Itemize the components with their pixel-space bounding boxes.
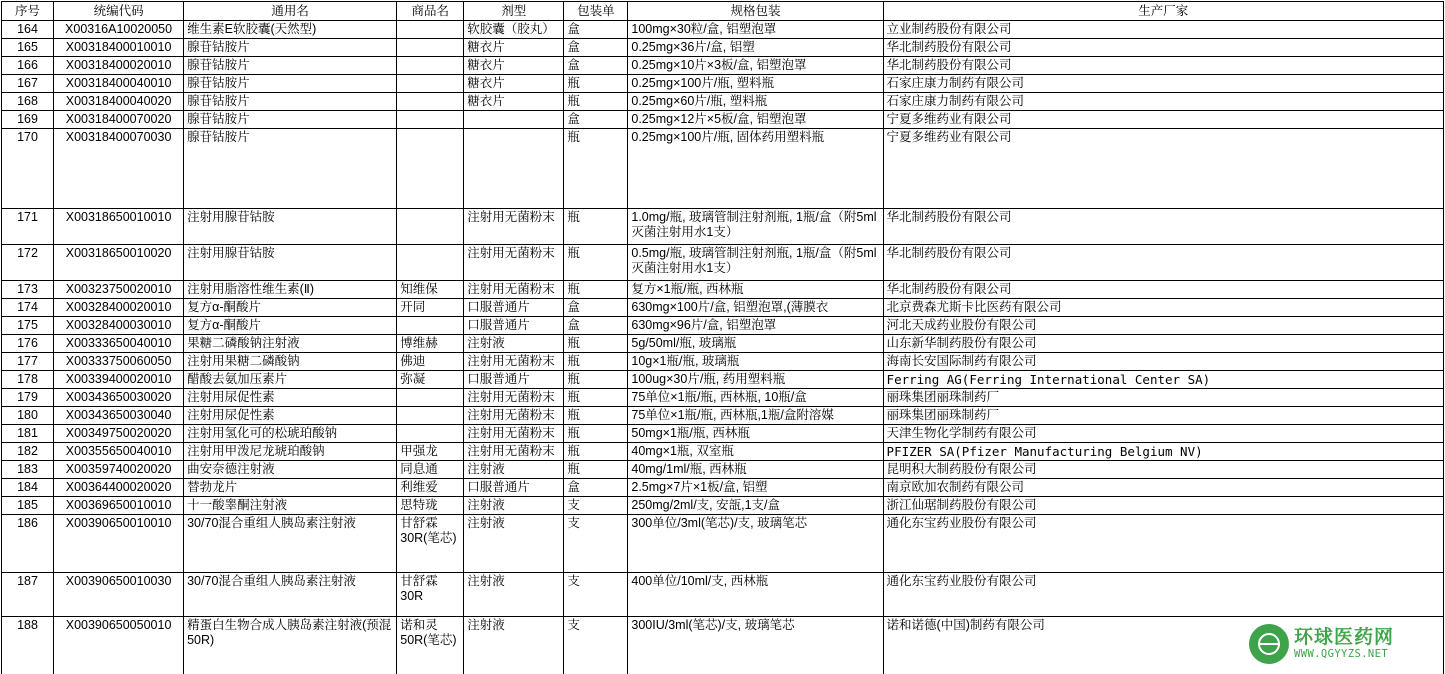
cell-dosage-form: 注射用无菌粉末 — [464, 353, 564, 371]
cell-generic-name: 注射用果糖二磷酸钠 — [184, 353, 397, 371]
cell-manufacturer: 宁夏多维药业有限公司 — [883, 129, 1443, 209]
watermark-title: 环球医药网 — [1294, 627, 1395, 648]
cell-package-unit: 瓶 — [564, 93, 628, 111]
table-row — [2, 617, 1444, 674]
cell-brand-name — [397, 39, 464, 57]
cell-dosage-form: 注射液 — [464, 617, 564, 674]
cell-manufacturer: 石家庄康力制药有限公司 — [883, 75, 1443, 93]
table-row — [2, 335, 1444, 353]
cell-index: 179 — [2, 389, 54, 407]
column-header-brand-name: 商品名 — [397, 2, 464, 21]
cell-package-unit: 瓶 — [564, 371, 628, 389]
cell-brand-name: 同息通 — [397, 461, 464, 479]
cell-generic-name: 醋酸去氨加压素片 — [184, 371, 397, 389]
cell-generic-name: 30/70混合重组人胰岛素注射液 — [184, 515, 397, 573]
cell-dosage-form: 口服普通片 — [464, 479, 564, 497]
cell-dosage-form: 注射液 — [464, 461, 564, 479]
cell-package-unit: 瓶 — [564, 443, 628, 461]
cell-index: 173 — [2, 281, 54, 299]
cell-code: X00390650010010 — [54, 515, 184, 573]
cell-generic-name: 注射用甲泼尼龙琥珀酸钠 — [184, 443, 397, 461]
cell-package-unit: 支 — [564, 573, 628, 617]
cell-manufacturer: 海南长安国际制药有限公司 — [883, 353, 1443, 371]
cell-index: 180 — [2, 407, 54, 425]
table-row — [2, 407, 1444, 425]
cell-generic-name: 果糖二磷酸钠注射液 — [184, 335, 397, 353]
cell-code: X00359740020020 — [54, 461, 184, 479]
cell-manufacturer: 河北天成药业股份有限公司 — [883, 317, 1443, 335]
cell-specification: 300单位/3ml(笔芯)/支, 玻璃笔芯 — [628, 515, 883, 573]
cell-code: X00318400020010 — [54, 57, 184, 75]
table-row — [2, 39, 1444, 57]
cell-package-unit: 盒 — [564, 299, 628, 317]
cell-specification: 0.25mg×100片/瓶, 固体药用塑料瓶 — [628, 129, 883, 209]
cell-code: X00339400020010 — [54, 371, 184, 389]
cell-generic-name: 复方α-酮酸片 — [184, 299, 397, 317]
cell-dosage-form: 糖衣片 — [464, 39, 564, 57]
column-header-package-unit: 包装单 — [564, 2, 628, 21]
cell-dosage-form: 糖衣片 — [464, 75, 564, 93]
table-row — [2, 371, 1444, 389]
cell-package-unit: 盒 — [564, 39, 628, 57]
cell-code: X00364400020020 — [54, 479, 184, 497]
cell-code: X00318400070030 — [54, 129, 184, 209]
table-row — [2, 299, 1444, 317]
table-body — [2, 21, 1444, 674]
cell-specification: 400单位/10ml/支, 西林瓶 — [628, 573, 883, 617]
cell-specification: 630mg×96片/盒, 铝塑泡罩 — [628, 317, 883, 335]
cell-specification: 300IU/3ml(笔芯)/支, 玻璃笔芯 — [628, 617, 883, 674]
cell-specification: 75单位×1瓶/瓶, 西林瓶,1瓶/盒附溶媒 — [628, 407, 883, 425]
cell-brand-name — [397, 425, 464, 443]
cell-package-unit: 瓶 — [564, 129, 628, 209]
cell-generic-name: 腺苷钴胺片 — [184, 39, 397, 57]
cell-dosage-form: 糖衣片 — [464, 93, 564, 111]
cell-manufacturer: 通化东宝药业股份有限公司 — [883, 573, 1443, 617]
cell-brand-name — [397, 129, 464, 209]
cell-brand-name: 甘舒霖30R(笔芯) — [397, 515, 464, 573]
cell-index: 172 — [2, 245, 54, 281]
cell-code: X00390650010030 — [54, 573, 184, 617]
cell-code: X00318400040020 — [54, 93, 184, 111]
cell-package-unit: 盒 — [564, 479, 628, 497]
cell-dosage-form: 注射用无菌粉末 — [464, 209, 564, 245]
cell-generic-name: 腺苷钴胺片 — [184, 111, 397, 129]
cell-code: X00333650040010 — [54, 335, 184, 353]
cell-index: 178 — [2, 371, 54, 389]
cell-package-unit: 瓶 — [564, 353, 628, 371]
column-header-index: 序号 — [2, 2, 54, 21]
cell-index: 183 — [2, 461, 54, 479]
cell-manufacturer: 山东新华制药股份有限公司 — [883, 335, 1443, 353]
cell-manufacturer: 石家庄康力制药有限公司 — [883, 93, 1443, 111]
cell-generic-name: 30/70混合重组人胰岛素注射液 — [184, 573, 397, 617]
cell-generic-name: 十一酸睾酮注射液 — [184, 497, 397, 515]
cell-code: X00328400020010 — [54, 299, 184, 317]
cell-package-unit: 瓶 — [564, 425, 628, 443]
cell-index: 177 — [2, 353, 54, 371]
cell-specification: 0.25mg×60片/瓶, 塑料瓶 — [628, 93, 883, 111]
column-header-generic-name: 通用名 — [184, 2, 397, 21]
cell-brand-name — [397, 57, 464, 75]
cell-index: 169 — [2, 111, 54, 129]
column-header-dosage-form: 剂型 — [464, 2, 564, 21]
cell-specification: 40mg/1ml/瓶, 西林瓶 — [628, 461, 883, 479]
cell-brand-name — [397, 317, 464, 335]
cell-manufacturer: 北京费森尤斯卡比医药有限公司 — [883, 299, 1443, 317]
table-row — [2, 461, 1444, 479]
cell-index: 175 — [2, 317, 54, 335]
cell-package-unit: 瓶 — [564, 281, 628, 299]
cell-brand-name: 利维爱 — [397, 479, 464, 497]
cell-specification: 10g×1瓶/瓶, 玻璃瓶 — [628, 353, 883, 371]
cell-index: 168 — [2, 93, 54, 111]
cell-package-unit: 盒 — [564, 57, 628, 75]
table-row — [2, 425, 1444, 443]
cell-specification: 250mg/2ml/支, 安瓿,1支/盒 — [628, 497, 883, 515]
cell-index: 186 — [2, 515, 54, 573]
cell-code: X00318650010020 — [54, 245, 184, 281]
cell-specification: 1.0mg/瓶, 玻璃管制注射剂瓶, 1瓶/盒（附5ml灭菌注射用水1支） — [628, 209, 883, 245]
cell-dosage-form: 注射液 — [464, 515, 564, 573]
cell-manufacturer: 宁夏多维药业有限公司 — [883, 111, 1443, 129]
table-row — [2, 497, 1444, 515]
cell-manufacturer: 浙江仙琚制药股份有限公司 — [883, 497, 1443, 515]
watermark-url: WWW.QGYYZS.NET — [1294, 648, 1389, 660]
cell-manufacturer: 丽珠集团丽珠制药厂 — [883, 389, 1443, 407]
cell-brand-name: 博维赫 — [397, 335, 464, 353]
drug-catalog-table — [1, 1, 1444, 674]
cell-index: 184 — [2, 479, 54, 497]
table-row — [2, 209, 1444, 245]
cell-code: X00323750020010 — [54, 281, 184, 299]
table-row — [2, 281, 1444, 299]
cell-brand-name: 弥凝 — [397, 371, 464, 389]
cell-package-unit: 盒 — [564, 111, 628, 129]
cell-manufacturer: 华北制药股份有限公司 — [883, 209, 1443, 245]
column-header-code: 统编代码 — [54, 2, 184, 21]
cell-dosage-form — [464, 129, 564, 209]
cell-generic-name: 腺苷钴胺片 — [184, 93, 397, 111]
cell-dosage-form — [464, 111, 564, 129]
cell-manufacturer: 华北制药股份有限公司 — [883, 39, 1443, 57]
cell-specification: 5g/50ml/瓶, 玻璃瓶 — [628, 335, 883, 353]
cell-generic-name: 腺苷钴胺片 — [184, 75, 397, 93]
cell-brand-name: 思特珑 — [397, 497, 464, 515]
cell-index: 187 — [2, 573, 54, 617]
cell-brand-name: 甲强龙 — [397, 443, 464, 461]
cell-dosage-form: 口服普通片 — [464, 299, 564, 317]
cell-generic-name: 注射用腺苷钴胺 — [184, 209, 397, 245]
cell-dosage-form: 注射用无菌粉末 — [464, 425, 564, 443]
cell-index: 167 — [2, 75, 54, 93]
cell-brand-name — [397, 75, 464, 93]
cell-dosage-form: 注射液 — [464, 335, 564, 353]
cell-generic-name: 注射用尿促性素 — [184, 407, 397, 425]
cell-index: 185 — [2, 497, 54, 515]
cell-package-unit: 盒 — [564, 21, 628, 39]
table-row — [2, 317, 1444, 335]
cell-generic-name: 注射用氢化可的松琥珀酸钠 — [184, 425, 397, 443]
cell-manufacturer: 南京欧加农制药有限公司 — [883, 479, 1443, 497]
cell-dosage-form: 口服普通片 — [464, 371, 564, 389]
table-row — [2, 389, 1444, 407]
cell-brand-name — [397, 245, 464, 281]
cell-dosage-form: 注射用无菌粉末 — [464, 407, 564, 425]
cell-brand-name — [397, 21, 464, 39]
cell-generic-name: 复方α-酮酸片 — [184, 317, 397, 335]
cell-specification: 0.25mg×10片×3板/盒, 铝塑泡罩 — [628, 57, 883, 75]
cell-dosage-form: 注射用无菌粉末 — [464, 245, 564, 281]
cell-index: 171 — [2, 209, 54, 245]
cell-dosage-form: 注射液 — [464, 497, 564, 515]
cell-manufacturer: 华北制药股份有限公司 — [883, 281, 1443, 299]
table-row — [2, 245, 1444, 281]
cell-package-unit: 瓶 — [564, 245, 628, 281]
cell-dosage-form: 口服普通片 — [464, 317, 564, 335]
cell-package-unit: 盒 — [564, 317, 628, 335]
cell-index: 170 — [2, 129, 54, 209]
cell-code: X00390650050010 — [54, 617, 184, 674]
cell-generic-name: 曲安奈德注射液 — [184, 461, 397, 479]
cell-manufacturer: 诺和诺德(中国)制药有限公司 — [883, 617, 1443, 674]
cell-brand-name — [397, 111, 464, 129]
cell-brand-name: 诺和灵50R(笔芯) — [397, 617, 464, 674]
cell-generic-name: 替勃龙片 — [184, 479, 397, 497]
cell-manufacturer: 丽珠集团丽珠制药厂 — [883, 407, 1443, 425]
cell-specification: 复方×1瓶/瓶, 西林瓶 — [628, 281, 883, 299]
cell-specification: 100ug×30片/瓶, 药用塑料瓶 — [628, 371, 883, 389]
cell-index: 188 — [2, 617, 54, 674]
cell-brand-name — [397, 389, 464, 407]
cell-manufacturer: 天津生物化学制药有限公司 — [883, 425, 1443, 443]
cell-specification: 0.25mg×36片/盒, 铝塑 — [628, 39, 883, 57]
cell-code: X00318650010010 — [54, 209, 184, 245]
cell-dosage-form: 注射用无菌粉末 — [464, 389, 564, 407]
cell-generic-name: 腺苷钴胺片 — [184, 129, 397, 209]
cell-index: 176 — [2, 335, 54, 353]
table-row — [2, 75, 1444, 93]
cell-manufacturer: PFIZER SA(Pfizer Manufacturing Belgium NV) — [883, 443, 1443, 461]
cell-package-unit: 瓶 — [564, 461, 628, 479]
cell-manufacturer: 华北制药股份有限公司 — [883, 57, 1443, 75]
cell-specification: 40mg×1瓶, 双室瓶 — [628, 443, 883, 461]
cell-generic-name: 精蛋白生物合成人胰岛素注射液(预混50R) — [184, 617, 397, 674]
cell-package-unit: 瓶 — [564, 407, 628, 425]
cell-brand-name: 开同 — [397, 299, 464, 317]
cell-generic-name: 注射用尿促性素 — [184, 389, 397, 407]
table-row — [2, 573, 1444, 617]
cell-code: X00349750020020 — [54, 425, 184, 443]
cell-package-unit: 支 — [564, 515, 628, 573]
cell-index: 165 — [2, 39, 54, 57]
column-header-manufacturer: 生产厂家 — [883, 2, 1443, 21]
cell-index: 182 — [2, 443, 54, 461]
cell-brand-name — [397, 93, 464, 111]
cell-code: X00355650040010 — [54, 443, 184, 461]
cell-specification: 75单位×1瓶/瓶, 西林瓶, 10瓶/盒 — [628, 389, 883, 407]
cell-dosage-form: 软胶囊（胶丸） — [464, 21, 564, 39]
table-row — [2, 479, 1444, 497]
cell-package-unit: 瓶 — [564, 335, 628, 353]
cell-dosage-form: 注射用无菌粉末 — [464, 443, 564, 461]
cell-code: X00318400040010 — [54, 75, 184, 93]
cell-package-unit: 瓶 — [564, 389, 628, 407]
cell-code: X00343650030020 — [54, 389, 184, 407]
table-row — [2, 93, 1444, 111]
cell-code: X00318400010010 — [54, 39, 184, 57]
table-row — [2, 353, 1444, 371]
cell-brand-name: 知维保 — [397, 281, 464, 299]
cell-generic-name: 注射用脂溶性维生素(Ⅱ) — [184, 281, 397, 299]
cell-specification: 0.5mg/瓶, 玻璃管制注射剂瓶, 1瓶/盒（附5ml灭菌注射用水1支） — [628, 245, 883, 281]
cell-manufacturer: 华北制药股份有限公司 — [883, 245, 1443, 281]
cell-brand-name: 甘舒霖30R — [397, 573, 464, 617]
table-row — [2, 21, 1444, 39]
table-row — [2, 111, 1444, 129]
cell-code: X00333750060050 — [54, 353, 184, 371]
cell-specification: 0.25mg×12片×5板/盒, 铝塑泡罩 — [628, 111, 883, 129]
cell-code: X00369650010010 — [54, 497, 184, 515]
cell-brand-name: 佛迪 — [397, 353, 464, 371]
cell-package-unit: 支 — [564, 497, 628, 515]
table-header-row — [2, 2, 1444, 21]
cell-code: X00328400030010 — [54, 317, 184, 335]
cell-code: X00343650030040 — [54, 407, 184, 425]
cell-manufacturer: 通化东宝药业股份有限公司 — [883, 515, 1443, 573]
cell-index: 166 — [2, 57, 54, 75]
cell-package-unit: 瓶 — [564, 209, 628, 245]
cell-package-unit: 瓶 — [564, 75, 628, 93]
cell-index: 174 — [2, 299, 54, 317]
column-header-specification: 规格包装 — [628, 2, 883, 21]
cell-dosage-form: 糖衣片 — [464, 57, 564, 75]
table-row — [2, 57, 1444, 75]
cell-index: 181 — [2, 425, 54, 443]
table-row — [2, 515, 1444, 573]
cell-specification: 630mg×100片/盒, 铝塑泡罩,(薄膜衣 — [628, 299, 883, 317]
cell-index: 164 — [2, 21, 54, 39]
cell-specification: 50mg×1瓶/瓶, 西林瓶 — [628, 425, 883, 443]
cell-generic-name: 腺苷钴胺片 — [184, 57, 397, 75]
cell-generic-name: 维生素E软胶囊(天然型) — [184, 21, 397, 39]
table-row — [2, 129, 1444, 209]
cell-package-unit: 支 — [564, 617, 628, 674]
cell-specification: 100mg×30粒/盒, 铝塑泡罩 — [628, 21, 883, 39]
table-row — [2, 443, 1444, 461]
cell-brand-name — [397, 209, 464, 245]
cell-generic-name: 注射用腺苷钴胺 — [184, 245, 397, 281]
cell-specification: 0.25mg×100片/瓶, 塑料瓶 — [628, 75, 883, 93]
cell-dosage-form: 注射液 — [464, 573, 564, 617]
cell-manufacturer: 立业制药股份有限公司 — [883, 21, 1443, 39]
cell-code: X00316A10020050 — [54, 21, 184, 39]
cell-brand-name — [397, 407, 464, 425]
cell-dosage-form: 注射用无菌粉末 — [464, 281, 564, 299]
cell-specification: 2.5mg×7片×1板/盒, 铝塑 — [628, 479, 883, 497]
cell-code: X00318400070020 — [54, 111, 184, 129]
cell-manufacturer: 昆明积大制药股份有限公司 — [883, 461, 1443, 479]
cell-manufacturer: Ferring AG(Ferring International Center SA) — [883, 371, 1443, 389]
